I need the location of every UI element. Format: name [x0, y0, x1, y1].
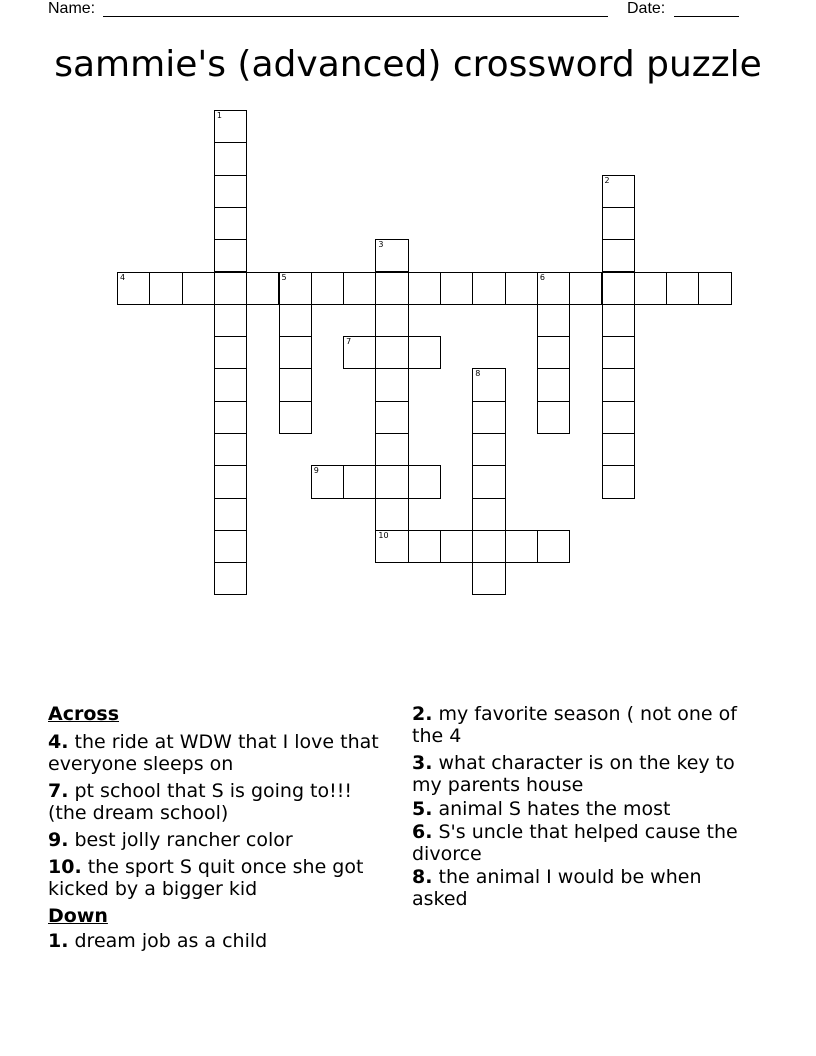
grid-cell[interactable]	[602, 272, 635, 305]
clues-right-column	[412, 703, 752, 915]
grid-cell[interactable]	[602, 175, 635, 208]
grid-cell[interactable]	[537, 272, 570, 305]
clue-number: 7	[346, 337, 352, 347]
clue-down-8: 8. the animal I would be when asked	[412, 866, 702, 910]
clue-down-2: 2. my favorite season ( not one of the 4	[412, 703, 737, 747]
grid-cell[interactable]	[472, 530, 505, 563]
clue-number: 3	[378, 240, 384, 250]
clues-left-column	[48, 703, 393, 957]
grid-cell[interactable]	[214, 465, 247, 498]
grid-cell[interactable]	[602, 368, 635, 401]
down-heading: Down	[48, 905, 108, 927]
clue-down-3: 3. what character is on the key to my parents house	[412, 752, 735, 796]
grid-cell[interactable]	[472, 465, 505, 498]
grid-cell[interactable]	[537, 304, 570, 337]
grid-cell[interactable]	[408, 530, 441, 563]
grid-cell[interactable]	[537, 336, 570, 369]
grid-cell[interactable]	[505, 530, 538, 563]
grid-cell[interactable]	[279, 336, 312, 369]
grid-cell[interactable]	[505, 272, 538, 305]
clue-number: 1	[216, 111, 222, 120]
grid-cell[interactable]	[279, 401, 312, 434]
grid-cell[interactable]	[375, 401, 408, 434]
grid-cell[interactable]	[214, 530, 247, 563]
clue-number: 9	[313, 466, 319, 476]
grid-cell[interactable]	[375, 465, 408, 498]
grid-cell[interactable]	[214, 433, 247, 466]
grid-cell[interactable]	[602, 207, 635, 240]
grid-cell[interactable]	[408, 336, 441, 369]
grid-cell[interactable]	[375, 368, 408, 401]
clue-down-6: 6. S's uncle that helped cause the divorce	[412, 821, 738, 865]
grid-cell[interactable]	[408, 465, 441, 498]
date-label: Date:	[627, 0, 666, 17]
grid-cell[interactable]	[343, 336, 376, 369]
across-heading: Across	[48, 703, 120, 725]
grid-cell[interactable]	[214, 272, 247, 305]
grid-cell[interactable]	[440, 272, 473, 305]
grid-cell[interactable]	[214, 336, 247, 369]
grid-cell[interactable]	[537, 368, 570, 401]
grid-cell[interactable]	[472, 401, 505, 434]
clue-number: 4	[120, 272, 126, 282]
grid-cell[interactable]	[634, 272, 667, 305]
name-label: Name:	[48, 0, 96, 17]
grid-cell[interactable]	[214, 498, 247, 531]
grid-cell[interactable]	[602, 304, 635, 337]
grid-cell[interactable]	[117, 272, 150, 305]
grid-cell[interactable]	[698, 272, 731, 305]
grid-cell[interactable]	[311, 465, 344, 498]
grid-cell[interactable]	[149, 272, 182, 305]
grid-cell[interactable]	[214, 175, 247, 208]
grid-cell[interactable]	[311, 272, 344, 305]
clue-number: 10	[378, 530, 389, 540]
grid-cell[interactable]	[440, 530, 473, 563]
page-title: sammie's (advanced) crossword puzzle	[54, 44, 762, 85]
grid-cell[interactable]	[537, 401, 570, 434]
grid-cell[interactable]	[214, 142, 247, 175]
grid-cell[interactable]	[375, 530, 408, 563]
grid-cell[interactable]	[602, 465, 635, 498]
grid-cell[interactable]	[343, 272, 376, 305]
clue-number: 2	[604, 175, 610, 185]
grid-cell[interactable]	[537, 530, 570, 563]
clue-number: 8	[475, 369, 481, 379]
grid-cell[interactable]	[472, 562, 505, 595]
grid-cell[interactable]	[602, 433, 635, 466]
grid-cell[interactable]	[472, 498, 505, 531]
grid-cell[interactable]	[214, 401, 247, 434]
grid-cell[interactable]	[279, 368, 312, 401]
grid-cell[interactable]	[472, 433, 505, 466]
grid-cell[interactable]	[375, 498, 408, 531]
grid-cell[interactable]	[214, 207, 247, 240]
clue-across-10: 10. the sport S quit once she got kicked by a bigger kid	[48, 856, 364, 900]
clue-down-1: 1. dream job as a child	[48, 930, 268, 952]
grid-cell[interactable]	[279, 272, 312, 305]
grid-cell[interactable]	[375, 336, 408, 369]
grid-cell[interactable]	[472, 272, 505, 305]
grid-cell[interactable]	[246, 272, 279, 305]
grid-cell[interactable]	[666, 272, 699, 305]
grid-cell[interactable]	[214, 239, 247, 272]
grid-cell[interactable]	[602, 401, 635, 434]
grid-cell[interactable]	[182, 272, 215, 305]
grid-cell[interactable]	[375, 239, 408, 272]
clue-across-4: 4. the ride at WDW that I love that everyone sleeps on	[48, 731, 379, 775]
grid-cell[interactable]	[408, 272, 441, 305]
grid-cell[interactable]	[602, 336, 635, 369]
grid-cell[interactable]	[214, 562, 247, 595]
grid-cell[interactable]	[343, 465, 376, 498]
grid-cell[interactable]	[375, 304, 408, 337]
grid-cell[interactable]	[214, 304, 247, 337]
grid-cell[interactable]	[214, 110, 247, 143]
grid-cell[interactable]	[279, 304, 312, 337]
clue-number: 6	[539, 272, 545, 282]
grid-cell[interactable]	[375, 272, 408, 305]
grid-cell[interactable]	[602, 239, 635, 272]
grid-cell[interactable]	[569, 272, 602, 305]
grid-cell[interactable]	[375, 433, 408, 466]
clue-down-5: 5. animal S hates the most	[412, 798, 671, 820]
grid-cell[interactable]	[472, 368, 505, 401]
clue-across-9: 9. best jolly rancher color	[48, 829, 293, 851]
clue-across-7: 7. pt school that S is going to!!! (the dream school)	[48, 780, 352, 824]
clue-number: 5	[281, 272, 287, 282]
grid-cell[interactable]	[214, 368, 247, 401]
